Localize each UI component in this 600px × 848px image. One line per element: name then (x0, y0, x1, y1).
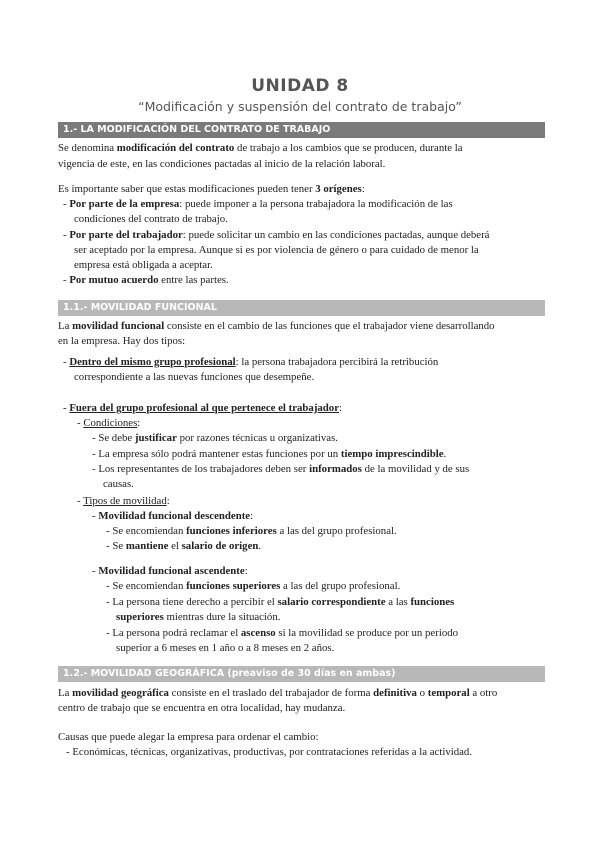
list-item: - Dentro del mismo grupo profesional: la persona trabajadora percibirá la retribución (63, 356, 439, 368)
list-item: - La persona podrá reclamar el ascenso si la movilidad se produce por un periodo (106, 627, 459, 639)
list-item: - Por parte del trabajador: puede solicitar un cambio en las condiciones pactadas, aunque deberá (63, 229, 490, 241)
list-item: - Los representantes de los trabajadores deben ser informados de la movilidad y de sus (92, 463, 470, 475)
list-item: - Por parte de la empresa: puede imponer a la persona trabajadora la modificación de las (63, 198, 453, 210)
list-item-continuation: empresa está obligada a aceptar. (74, 259, 213, 271)
list-item: - La empresa sólo podrá mantener estas funciones por un tiempo imprescindible. (92, 448, 447, 460)
paragraph-line: La movilidad funcional consiste en el cambio de las funciones que el trabajador viene desarrollando (58, 320, 495, 332)
list-item: - Se mantiene el salario de origen. (106, 540, 262, 552)
list-item: - Por mutuo acuerdo entre las partes. (63, 274, 229, 286)
section-heading-1: 1.- LA MODIFICACIÓN DEL CONTRATO DE TRABAJO (58, 122, 545, 138)
list-item-continuation: superiores mientras dure la situación. (116, 611, 281, 623)
list-item: - Económicas, técnicas, organizativas, productivas, por contrataciones referidas a la actividad. (66, 746, 473, 758)
section-heading-1-2: 1.2.- MOVILIDAD GEOGRÁFICA (preaviso de 30 días en ambas) (58, 666, 545, 682)
list-item: - Condiciones: (77, 417, 141, 429)
page-subtitle: “Modificación y suspensión del contrato de trabajo” (138, 99, 462, 114)
list-item: - Se encomiendan funciones superiores a las del grupo profesional. (106, 580, 401, 592)
list-item-continuation: causas. (103, 478, 134, 490)
paragraph-line: La movilidad geográfica consiste en el traslado del trabajador de forma definitiva o temporal a otro (58, 687, 498, 699)
list-item: - Movilidad funcional ascendente: (92, 565, 248, 577)
paragraph-line: centro de trabajo que se encuentra en otra localidad, hay mudanza. (58, 702, 346, 714)
list-item: - Se debe justificar por razones técnicas u organizativas. (92, 432, 338, 444)
paragraph-line: Se denomina modificación del contrato de trabajo a los cambios que se producen, durante la (58, 142, 463, 154)
paragraph-line: Causas que puede alegar la empresa para ordenar el cambio: (58, 731, 319, 743)
list-item-continuation: condiciones del contrato de trabajo. (74, 213, 228, 225)
list-item-continuation: superior a 6 meses en 1 año o a 8 meses en 2 años. (116, 642, 335, 654)
page-title: UNIDAD 8 (251, 76, 349, 96)
list-item: - Fuera del grupo profesional al que pertenece el trabajador: (63, 402, 343, 414)
section-heading-1-1: 1.1.- MOVILIDAD FUNCIONAL (58, 300, 545, 316)
paragraph-line: Es importante saber que estas modificaciones pueden tener 3 orígenes: (58, 183, 365, 195)
list-item: - Tipos de movilidad: (77, 495, 170, 507)
list-item: - La persona tiene derecho a percibir el salario correspondiente a las funciones (106, 596, 455, 608)
list-item: - Movilidad funcional descendente: (92, 510, 254, 522)
list-item: - Se encomiendan funciones inferiores a las del grupo profesional. (106, 525, 397, 537)
paragraph-line: en la empresa. Hay dos tipos: (58, 335, 186, 347)
list-item-continuation: correspondiente a las nuevas funciones que desempeñe. (74, 371, 315, 383)
list-item-continuation: ser aceptado por la empresa. Aunque si es por violencia de género o para cuidado de menor la (74, 244, 479, 256)
paragraph-line: vigencia de este, en las condiciones pactadas al inicio de la relación laboral. (58, 158, 386, 170)
